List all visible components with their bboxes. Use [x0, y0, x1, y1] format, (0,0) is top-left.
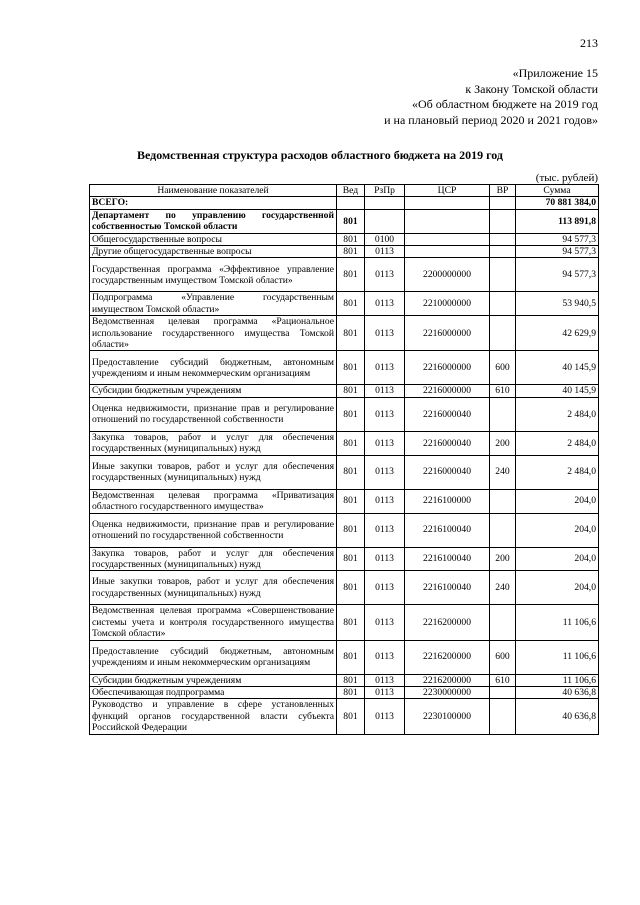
- cell-rzpr: [365, 209, 405, 233]
- cell-csr: 2216200000: [405, 605, 490, 640]
- table-row: [90, 246, 599, 258]
- cell-ved: 801: [337, 209, 365, 233]
- cell-vr: [490, 197, 516, 209]
- cell-name: Предоставление субсидий бюджетным, автономным учреждениям и иным некоммерческим организациям: [90, 640, 337, 674]
- table-row: [90, 351, 599, 385]
- cell-sum: 2 484,0: [516, 455, 599, 489]
- cell-csr: 2216000040: [405, 431, 490, 455]
- cell-sum: 42 629,9: [516, 316, 599, 351]
- cell-rzpr: 0113: [365, 455, 405, 489]
- cell-name: Предоставление субсидий бюджетным, автономным учреждениям и иным некоммерческим организациям: [90, 351, 337, 385]
- cell-sum: 204,0: [516, 513, 599, 547]
- cell-rzpr: 0113: [365, 385, 405, 397]
- cell-sum: 40 145,9: [516, 351, 599, 385]
- cell-name: Оценка недвижимости, признание прав и регулирование отношений по государственной собственности: [90, 397, 337, 431]
- cell-csr: 2216100040: [405, 571, 490, 605]
- cell-vr: 200: [490, 431, 516, 455]
- cell-rzpr: 0113: [365, 431, 405, 455]
- cell-csr: 2200000000: [405, 258, 490, 292]
- cell-sum: 94 577,3: [516, 246, 599, 258]
- table-row: [90, 385, 599, 397]
- cell-ved: 801: [337, 385, 365, 397]
- cell-vr: [490, 316, 516, 351]
- cell-name: Субсидии бюджетным учреждениям: [90, 385, 337, 397]
- cell-vr: [490, 246, 516, 258]
- cell-csr: 2230000000: [405, 686, 490, 698]
- cell-ved: 801: [337, 316, 365, 351]
- header-sum: Сумма: [516, 185, 599, 197]
- cell-csr: 2216100040: [405, 547, 490, 571]
- cell-sum: 40 145,9: [516, 385, 599, 397]
- cell-ved: 801: [337, 640, 365, 674]
- appendix-header: [384, 66, 598, 128]
- cell-ved: 801: [337, 571, 365, 605]
- cell-csr: [405, 246, 490, 258]
- cell-csr: 2210000000: [405, 292, 490, 316]
- table-row: [90, 686, 599, 698]
- cell-sum: 94 577,3: [516, 233, 599, 245]
- cell-vr: 600: [490, 640, 516, 674]
- cell-rzpr: 0113: [365, 246, 405, 258]
- cell-vr: [490, 489, 516, 513]
- cell-rzpr: 0113: [365, 351, 405, 385]
- cell-vr: 240: [490, 571, 516, 605]
- cell-ved: 801: [337, 233, 365, 245]
- cell-ved: 801: [337, 605, 365, 640]
- header-name: Наименование показателей: [90, 185, 337, 197]
- table-row: [90, 489, 599, 513]
- cell-csr: 2230100000: [405, 699, 490, 734]
- cell-csr: 2216000040: [405, 397, 490, 431]
- cell-csr: 2216100040: [405, 513, 490, 547]
- cell-ved: 801: [337, 431, 365, 455]
- cell-csr: [405, 233, 490, 245]
- cell-vr: 610: [490, 674, 516, 686]
- table-header-row: [90, 185, 599, 197]
- appendix-line-1: «Приложение 15: [512, 66, 598, 80]
- cell-rzpr: 0113: [365, 292, 405, 316]
- cell-name: Общегосударственные вопросы: [90, 233, 337, 245]
- cell-rzpr: 0113: [365, 571, 405, 605]
- cell-rzpr: 0113: [365, 489, 405, 513]
- cell-ved: 801: [337, 397, 365, 431]
- page-number: 213: [580, 36, 598, 50]
- cell-vr: [490, 513, 516, 547]
- table-row: [90, 455, 599, 489]
- cell-name: Департамент по управлению государственной собственностью Томской области: [90, 209, 337, 233]
- table-row: [90, 571, 599, 605]
- cell-csr: 2216000040: [405, 455, 490, 489]
- cell-name: ВСЕГО:: [90, 197, 337, 209]
- cell-vr: 600: [490, 351, 516, 385]
- cell-name: Иные закупки товаров, работ и услуг для обеспечения государственных (муниципальных) нужд: [90, 571, 337, 605]
- header-vr: ВР: [490, 185, 516, 197]
- cell-csr: 2216000000: [405, 316, 490, 351]
- cell-csr: [405, 197, 490, 209]
- cell-ved: 801: [337, 351, 365, 385]
- cell-ved: 801: [337, 674, 365, 686]
- cell-ved: 801: [337, 292, 365, 316]
- cell-sum: 40 636,8: [516, 686, 599, 698]
- table-row: [90, 209, 599, 233]
- table-row: [90, 233, 599, 245]
- cell-vr: [490, 605, 516, 640]
- cell-vr: [490, 292, 516, 316]
- cell-csr: 2216200000: [405, 674, 490, 686]
- cell-vr: [490, 209, 516, 233]
- cell-csr: 2216000000: [405, 351, 490, 385]
- table-row: [90, 316, 599, 351]
- cell-name: Государственная программа «Эффективное управление государственным имуществом Томской области»: [90, 258, 337, 292]
- cell-rzpr: 0113: [365, 513, 405, 547]
- cell-vr: [490, 699, 516, 734]
- cell-ved: 801: [337, 258, 365, 292]
- cell-vr: [490, 397, 516, 431]
- cell-vr: [490, 258, 516, 292]
- cell-ved: 801: [337, 489, 365, 513]
- cell-sum: 204,0: [516, 571, 599, 605]
- cell-ved: 801: [337, 547, 365, 571]
- cell-sum: 204,0: [516, 547, 599, 571]
- cell-rzpr: 0113: [365, 397, 405, 431]
- cell-name: Закупка товаров, работ и услуг для обеспечения государственных (муниципальных) нужд: [90, 431, 337, 455]
- cell-name: Ведомственная целевая программа «Приватизация областного государственного имущества»: [90, 489, 337, 513]
- cell-vr: [490, 233, 516, 245]
- cell-rzpr: 0113: [365, 674, 405, 686]
- cell-ved: [337, 197, 365, 209]
- table-row: [90, 605, 599, 640]
- table-row: [90, 258, 599, 292]
- cell-name: Ведомственная целевая программа «Совершенствование системы учета и контроля государственного имущества Томской области»: [90, 605, 337, 640]
- cell-rzpr: 0113: [365, 686, 405, 698]
- cell-vr: 610: [490, 385, 516, 397]
- header-csr: ЦСР: [405, 185, 490, 197]
- cell-name: Закупка товаров, работ и услуг для обеспечения государственных (муниципальных) нужд: [90, 547, 337, 571]
- cell-sum: 2 484,0: [516, 397, 599, 431]
- table-row: [90, 513, 599, 547]
- cell-name: Руководство и управление в сфере установленных функций органов государственной власти субъекта Российской Федерации: [90, 699, 337, 734]
- cell-rzpr: 0100: [365, 233, 405, 245]
- cell-ved: 801: [337, 686, 365, 698]
- cell-vr: 200: [490, 547, 516, 571]
- appendix-line-3: «Об областном бюджете на 2019 год: [412, 97, 598, 111]
- table-row: [90, 547, 599, 571]
- cell-csr: [405, 209, 490, 233]
- appendix-line-4: и на плановый период 2020 и 2021 годов»: [384, 112, 598, 127]
- cell-rzpr: 0113: [365, 547, 405, 571]
- cell-name: Подпрограмма «Управление государственным имуществом Томской области»: [90, 292, 337, 316]
- cell-rzpr: 0113: [365, 640, 405, 674]
- table-row: [90, 197, 599, 209]
- cell-name: Обеспечивающая подпрограмма: [90, 686, 337, 698]
- header-rzpr: РзПр: [365, 185, 405, 197]
- document-title: Ведомственная структура расходов областного бюджета на 2019 год: [136, 148, 503, 162]
- cell-ved: 801: [337, 246, 365, 258]
- cell-rzpr: 0113: [365, 258, 405, 292]
- table-row: [90, 640, 599, 674]
- cell-rzpr: 0113: [365, 605, 405, 640]
- cell-ved: 801: [337, 699, 365, 734]
- cell-name: Субсидии бюджетным учреждениям: [90, 674, 337, 686]
- cell-vr: 240: [490, 455, 516, 489]
- cell-rzpr: [365, 197, 405, 209]
- table-row: [90, 699, 599, 734]
- cell-sum: 204,0: [516, 489, 599, 513]
- cell-sum: 94 577,3: [516, 258, 599, 292]
- cell-vr: [490, 686, 516, 698]
- units-label: (тыс. рублей): [535, 172, 598, 184]
- cell-sum: 40 636,8: [516, 699, 599, 734]
- cell-csr: 2216200000: [405, 640, 490, 674]
- cell-ved: 801: [337, 455, 365, 489]
- cell-sum: 70 881 384,0: [516, 197, 599, 209]
- cell-csr: 2216100000: [405, 489, 490, 513]
- cell-sum: 53 940,5: [516, 292, 599, 316]
- header-ved: Вед: [337, 185, 365, 197]
- table-row: [90, 397, 599, 431]
- cell-rzpr: 0113: [365, 699, 405, 734]
- cell-sum: 11 106,6: [516, 674, 599, 686]
- cell-name: Иные закупки товаров, работ и услуг для обеспечения государственных (муниципальных) нужд: [90, 455, 337, 489]
- budget-table: [89, 184, 599, 735]
- cell-sum: 113 891,8: [516, 209, 599, 233]
- cell-ved: 801: [337, 513, 365, 547]
- appendix-line-2: к Закону Томской области: [465, 81, 598, 96]
- cell-sum: 11 106,6: [516, 605, 599, 640]
- cell-name: Ведомственная целевая программа «Рациональное использование государственного имущества Томской области»: [90, 316, 337, 351]
- cell-sum: 11 106,6: [516, 640, 599, 674]
- cell-name: Оценка недвижимости, признание прав и регулирование отношений по государственной собственности: [90, 513, 337, 547]
- cell-name: Другие общегосударственные вопросы: [90, 246, 337, 258]
- table-row: [90, 292, 599, 316]
- cell-csr: 2216000000: [405, 385, 490, 397]
- table-row: [90, 431, 599, 455]
- cell-rzpr: 0113: [365, 316, 405, 351]
- table-row: [90, 674, 599, 686]
- cell-sum: 2 484,0: [516, 431, 599, 455]
